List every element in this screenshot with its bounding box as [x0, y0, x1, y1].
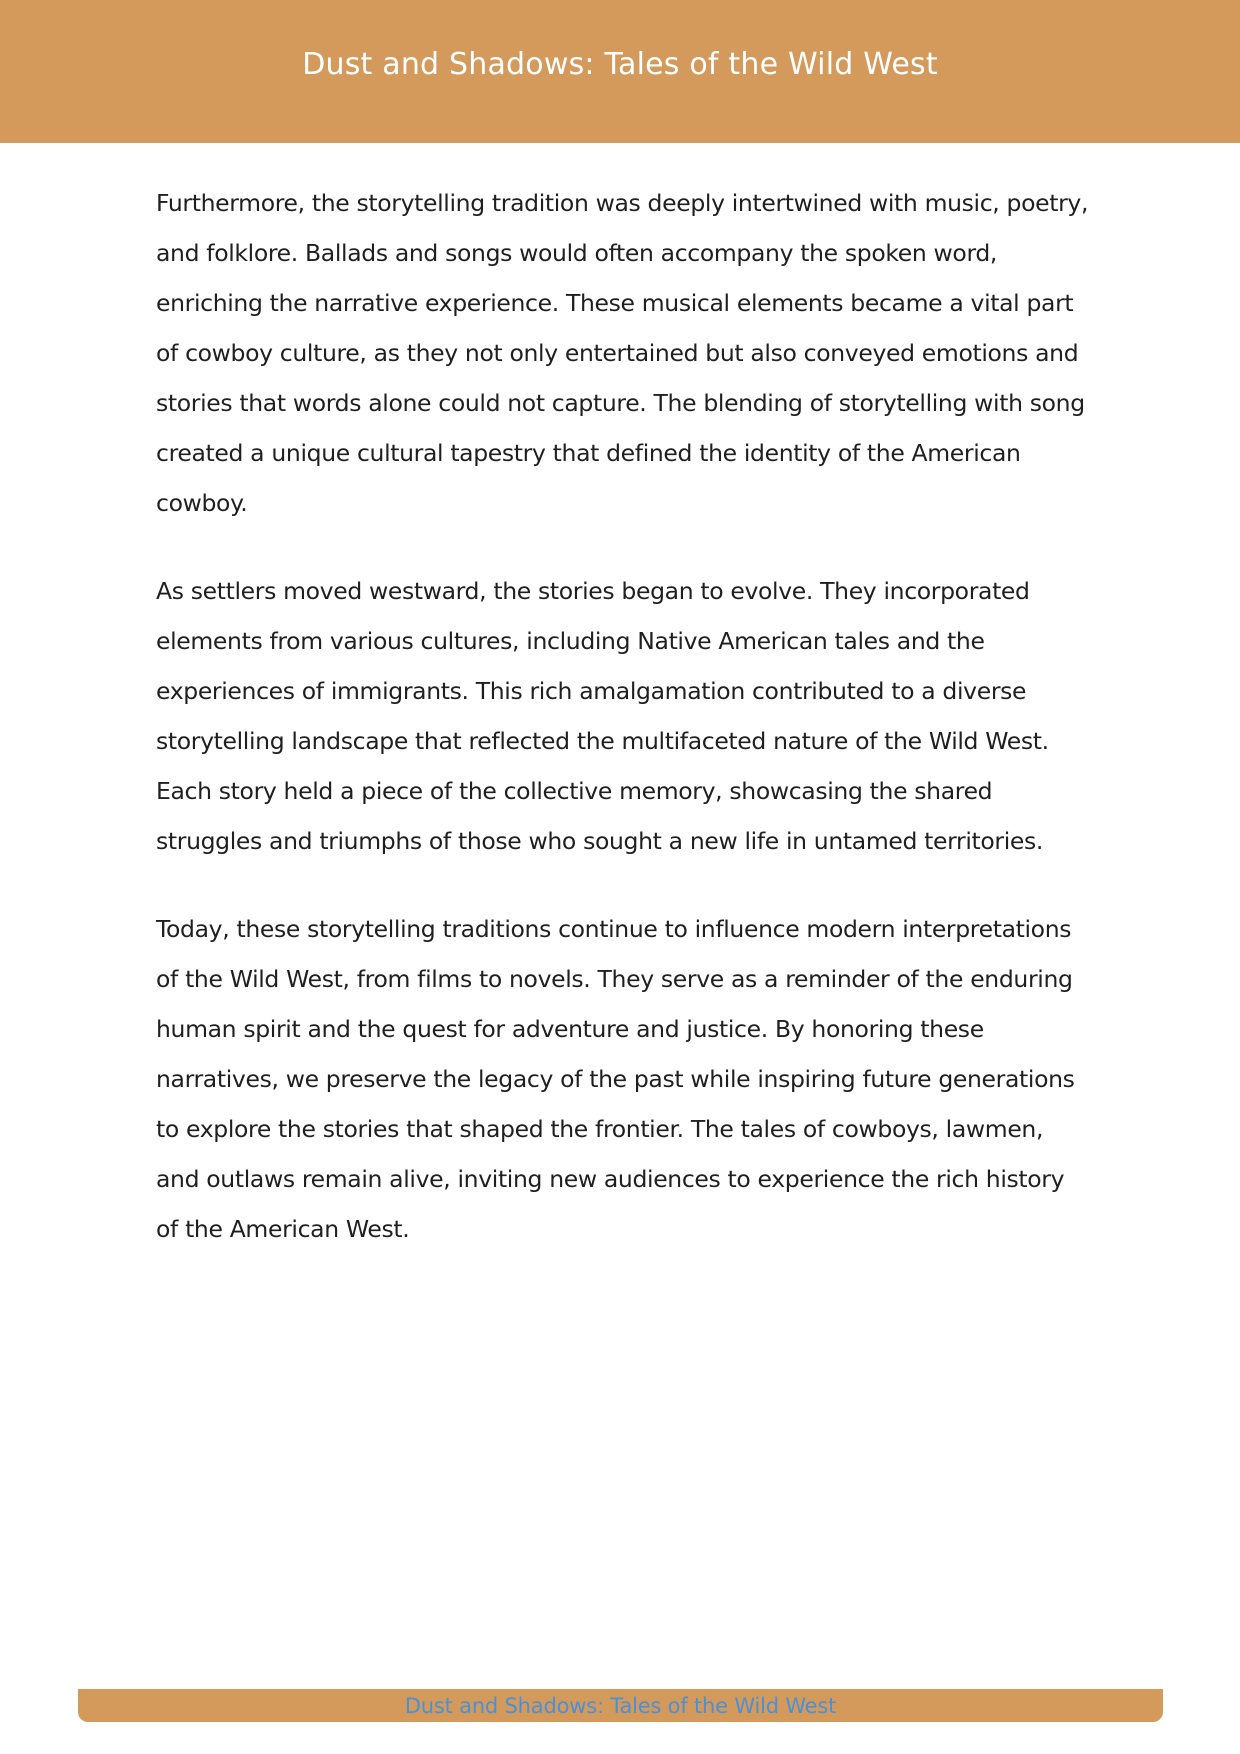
body-paragraph: Furthermore, the storytelling tradition was deeply intertwined with music, poetry, and folklore. Ballads and songs would often accompany the spoken word, enriching the narrative experience. These musical elements became a vital part of cowboy culture, as they not only entertained but also conveyed emotions and stories that words alone could not capture. The blending of storytelling with song created a unique cultural tapestry that defined the identity of the American cowboy. [156, 189, 1089, 517]
page-footer [78, 1689, 1163, 1722]
body-paragraph: As settlers moved westward, the stories began to evolve. They incorporated elements from various cultures, including Native American tales and the experiences of immigrants. This rich amalgamation contributed to a diverse storytelling landscape that reflected the multifaceted nature of the Wild West. Each story held a piece of the collective memory, showcasing the shared struggles and triumphs of those who sought a new life in untamed territories. [156, 577, 1049, 855]
footer-title: Dust and Shadows: Tales of the Wild West [404, 1693, 837, 1718]
page-header [0, 0, 1240, 143]
body-paragraph: Today, these storytelling traditions continue to influence modern interpretations of the Wild West, from films to novels. They serve as a reminder of the enduring human spirit and the quest for adventure and justice. By honoring these narratives, we preserve the legacy of the past while inspiring future generations to explore the stories that shaped the frontier. The tales of cowboys, lawmen, and outlaws remain alive, inviting new audiences to experience the rich history of the American West. [156, 915, 1075, 1243]
main-content [156, 178, 1092, 1292]
page-title: Dust and Shadows: Tales of the Wild West [302, 47, 938, 82]
